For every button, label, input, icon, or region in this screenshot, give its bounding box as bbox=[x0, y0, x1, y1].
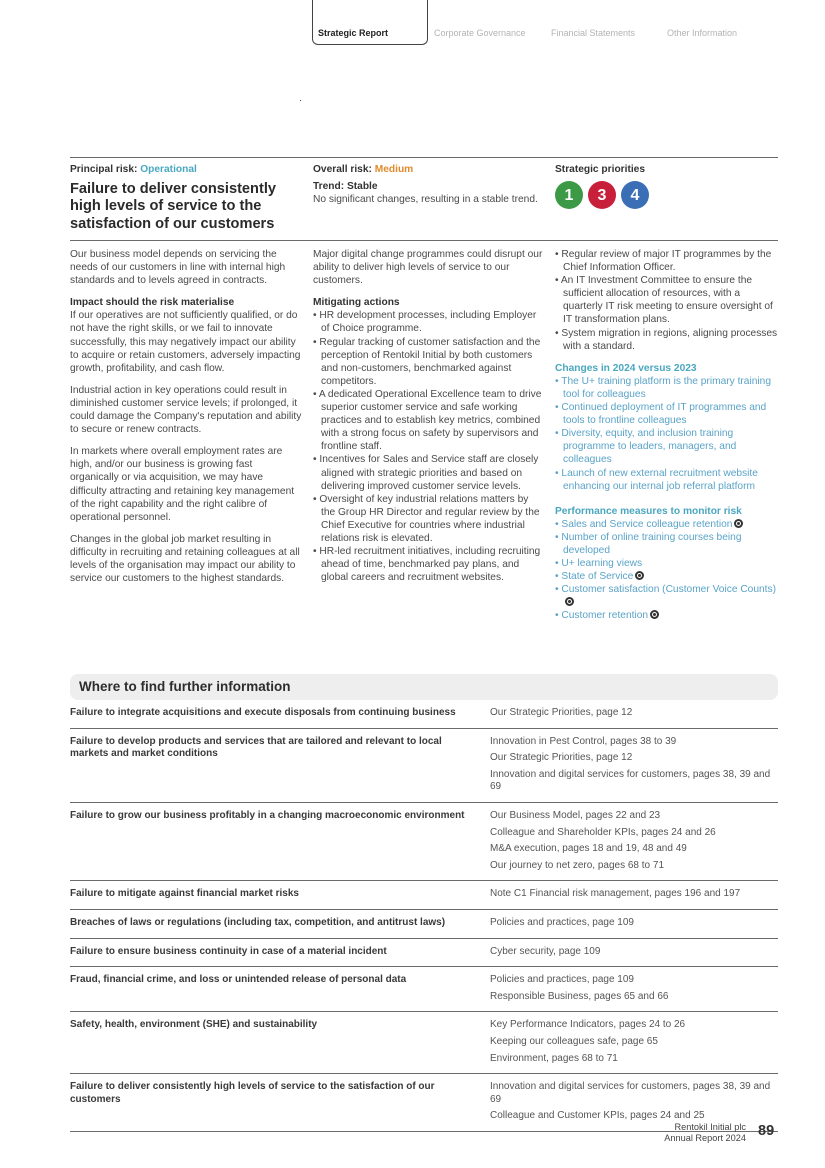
body-column-1 bbox=[70, 248, 302, 594]
table-row bbox=[70, 881, 778, 910]
list-item bbox=[555, 583, 780, 609]
table-row bbox=[70, 802, 778, 880]
page-reference-link[interactable]: Innovation in Pest Control, pages 38 to 39 bbox=[490, 735, 677, 747]
page-number: 89 bbox=[758, 1123, 775, 1139]
list-item bbox=[555, 518, 780, 531]
priority-badge-1: 1 bbox=[555, 181, 583, 209]
page-reference-link[interactable]: Innovation and digital services for customers, pages 38, 39 and 69 bbox=[490, 1081, 771, 1105]
list-item: • HR development processes, including Employer of Choice programme. bbox=[313, 309, 543, 335]
risk-name-cell: Fraud, financial crime, and loss or unintended release of personal data bbox=[70, 967, 490, 1012]
list-item: • A dedicated Operational Excellence team to drive superior customer service and safe working practices and to establish key metrics, combined with a strong focus on safety by supervisors and frontline staff. bbox=[313, 388, 543, 453]
risk-name-cell: Safety, health, environment (SHE) and sustainability bbox=[70, 1012, 490, 1074]
performance-measure-text: Sales and Service colleague retention bbox=[561, 518, 733, 530]
reference-cell bbox=[490, 909, 778, 938]
intro-paragraph: Our business model depends on servicing the needs of our customers in line with internal high standards and to levels agreed in contracts. bbox=[70, 249, 286, 287]
page-reference-link[interactable]: Policies and practices, page 109 bbox=[490, 974, 634, 986]
kpi-link-icon[interactable] bbox=[565, 597, 574, 606]
strategic-priorities-block bbox=[555, 163, 775, 209]
page-reference-link[interactable]: Colleague and Customer KPIs, pages 24 and 25 bbox=[490, 1110, 705, 1122]
page-reference-link[interactable]: Note C1 Financial risk management, pages 196 and 197 bbox=[490, 888, 741, 900]
list-item: • Diversity, equity, and inclusion training programme to leaders, managers, and colleagues bbox=[555, 427, 780, 466]
table-row bbox=[70, 728, 778, 802]
page-reference-link[interactable]: Keeping our colleagues safe, page 65 bbox=[490, 1035, 658, 1047]
risk-title: Failure to deliver consistently high levels of service to the satisfaction of our customers bbox=[70, 181, 276, 232]
overall-risk-label: Overall risk: Medium bbox=[313, 164, 414, 175]
table-row bbox=[70, 938, 778, 967]
principal-risk-value: Operational bbox=[140, 164, 197, 175]
footer bbox=[664, 1122, 746, 1144]
company-name: Rentokil Initial plc bbox=[674, 1122, 746, 1132]
performance-heading: Performance measures to monitor risk bbox=[555, 505, 742, 517]
top-rule bbox=[70, 157, 778, 158]
body-column-2 bbox=[313, 248, 543, 584]
reference-cell bbox=[490, 700, 778, 728]
list-item: • An IT Investment Committee to ensure the sufficient allocation of resources, with a quarterly IT risk meeting to ensure oversight of IT transformation plans. bbox=[555, 274, 780, 326]
trend-label: Trend: Stable bbox=[313, 181, 378, 193]
tab-other-information[interactable]: Other Information bbox=[667, 28, 738, 38]
changes-list bbox=[555, 375, 780, 493]
page-reference-link[interactable]: Policies and practices, page 109 bbox=[490, 916, 634, 928]
stray-dot bbox=[300, 100, 301, 101]
mitigating-list-continued bbox=[555, 248, 780, 353]
reference-cell bbox=[490, 728, 778, 802]
performance-measure-text: State of Service bbox=[561, 571, 634, 583]
priority-badges bbox=[555, 181, 775, 209]
page-reference-link[interactable]: Our Strategic Priorities, page 12 bbox=[490, 752, 633, 764]
list-item bbox=[555, 570, 780, 583]
digital-change-paragraph: Major digital change programmes could disrupt our ability to deliver high levels of service to our customers. bbox=[313, 249, 543, 287]
page-reference-link[interactable]: Innovation and digital services for customers, pages 38, 39 and 69 bbox=[490, 768, 771, 793]
risk-name-cell: Failure to grow our business profitably in a changing macroeconomic environment bbox=[70, 802, 490, 880]
reference-cell bbox=[490, 881, 778, 910]
tab-financial-statements[interactable]: Financial Statements bbox=[551, 28, 636, 38]
changes-heading: Changes in 2024 versus 2023 bbox=[555, 362, 697, 374]
strategic-priorities-label: Strategic priorities bbox=[555, 164, 646, 175]
body-column-3 bbox=[555, 248, 780, 623]
performance-measure-text: Customer satisfaction (Customer Voice Counts) bbox=[561, 584, 776, 596]
page-reference-link[interactable]: Environment, pages 68 to 71 bbox=[490, 1052, 618, 1064]
list-item: • Regular tracking of customer satisfaction and the perception of Rentokil Initial by both customers and non-customers, benchmarked against competitors. bbox=[313, 336, 543, 388]
industrial-action-paragraph: Industrial action in key operations could result in diminished customer service levels; if prolonged, it could damage the Company's reputation and ability to secure or renew contracts. bbox=[70, 384, 302, 436]
table-row bbox=[70, 1012, 778, 1074]
page-reference-link[interactable]: M&A execution, pages 18 and 19, 48 and 49 bbox=[490, 843, 687, 855]
page-reference-link[interactable]: Our journey to net zero, pages 68 to 71 bbox=[490, 859, 664, 871]
page-reference-link[interactable]: Our Strategic Priorities, page 12 bbox=[490, 707, 633, 718]
employment-paragraph: In markets where overall employment rates are high, and/or our business is growing fast organically or via acquisition, we may have difficulty attracting and retaining key management of the right capability and the right calibre of operational personnel. bbox=[70, 446, 295, 523]
performance-list bbox=[555, 518, 780, 623]
page-reference-link[interactable]: Responsible Business, pages 65 and 66 bbox=[490, 990, 669, 1002]
table-row bbox=[70, 700, 778, 728]
kpi-link-icon[interactable] bbox=[734, 519, 743, 528]
reference-cell bbox=[490, 802, 778, 880]
overall-risk-block bbox=[313, 163, 538, 206]
further-info-table bbox=[70, 700, 778, 1132]
reference-cell bbox=[490, 967, 778, 1012]
list-item bbox=[555, 609, 780, 622]
page-reference-link[interactable]: Cyber security, page 109 bbox=[490, 945, 601, 957]
list-item bbox=[555, 557, 780, 570]
risk-name-cell: Failure to develop products and services that are tailored and relevant to local markets and market conditions bbox=[70, 728, 490, 802]
job-market-paragraph: Changes in the global job market resulting in difficulty in recruiting and retaining colleagues at all levels of the organisation may impact our ability to service our customers to the highest standards. bbox=[70, 533, 300, 585]
mitigating-heading: Mitigating actions bbox=[313, 297, 400, 309]
list-item: • System migration in regions, aligning processes with a standard. bbox=[555, 327, 780, 353]
section-nav bbox=[312, 0, 782, 45]
page-reference-link[interactable]: Key Performance Indicators, pages 24 to 26 bbox=[490, 1019, 686, 1031]
principal-risk-block bbox=[70, 163, 300, 233]
risk-name-cell: Failure to deliver consistently high levels of service to the satisfaction of our customers bbox=[70, 1074, 490, 1132]
performance-measure-text: Number of online training courses being developed bbox=[561, 531, 742, 556]
performance-measure-text: Customer retention bbox=[561, 610, 649, 622]
list-item: • Oversight of key industrial relations matters by the Group HR Director and regular review by the Chief Executive for countries where industrial relations risk is elevated. bbox=[313, 493, 543, 545]
header-rule bbox=[70, 240, 778, 241]
list-item: • Continued deployment of IT programmes and tools to frontline colleagues bbox=[555, 401, 780, 427]
table-row bbox=[70, 967, 778, 1012]
priority-badge-3: 3 bbox=[588, 181, 616, 209]
report-name: Annual Report 2024 bbox=[664, 1133, 746, 1143]
impact-heading: Impact should the risk materialise bbox=[70, 297, 235, 309]
risk-name-cell: Failure to ensure business continuity in case of a material incident bbox=[70, 938, 490, 967]
list-item: • Regular review of major IT programmes by the Chief Information Officer. bbox=[555, 248, 780, 274]
list-item: • Launch of new external recruitment website enhancing our internal job referral platform bbox=[555, 467, 780, 493]
risk-name-cell: Breaches of laws or regulations (including tax, competition, and antitrust laws) bbox=[70, 909, 490, 938]
overall-risk-value: Medium bbox=[374, 164, 414, 175]
mitigating-list bbox=[313, 309, 543, 584]
reference-cell bbox=[490, 1012, 778, 1074]
kpi-link-icon[interactable] bbox=[635, 571, 644, 580]
principal-risk-label: Principal risk: Operational bbox=[70, 164, 197, 175]
kpi-link-icon[interactable] bbox=[650, 610, 659, 619]
performance-measure-text: U+ learning views bbox=[561, 558, 643, 570]
list-item bbox=[555, 531, 780, 557]
page-reference-link[interactable]: Our Business Model, pages 22 and 23 bbox=[490, 809, 661, 821]
table-row bbox=[70, 909, 778, 938]
further-info-heading: Where to find further information bbox=[70, 674, 778, 700]
impact-paragraph: If our operatives are not sufficiently qualified, or do not have the right skills, or we fail to innovate successfully, this may negatively impact our ability to acquire or retain customers, adversely impacting growth, profitability, and cash flow. bbox=[70, 310, 301, 374]
trend-text: No significant changes, resulting in a stable trend. bbox=[313, 194, 538, 206]
list-item: • Incentives for Sales and Service staff are closely aligned with strategic priorities and based on delivering improved customer service levels. bbox=[313, 453, 543, 492]
reference-cell bbox=[490, 938, 778, 967]
risk-name-cell: Failure to mitigate against financial market risks bbox=[70, 881, 490, 910]
risk-name-cell: Failure to integrate acquisitions and execute disposals from continuing business bbox=[70, 700, 490, 728]
priority-badge-4: 4 bbox=[621, 181, 649, 209]
tab-corporate-governance[interactable]: Corporate Governance bbox=[434, 28, 526, 38]
page-reference-link[interactable]: Colleague and Shareholder KPIs, pages 24 and 26 bbox=[490, 826, 716, 838]
list-item: • HR-led recruitment initiatives, including recruiting ahead of time, benchmarked pay plans, and global careers and recruitment websites. bbox=[313, 545, 543, 584]
list-item: • The U+ training platform is the primary training tool for colleagues bbox=[555, 375, 780, 401]
tab-strategic-report[interactable]: Strategic Report bbox=[312, 0, 428, 45]
